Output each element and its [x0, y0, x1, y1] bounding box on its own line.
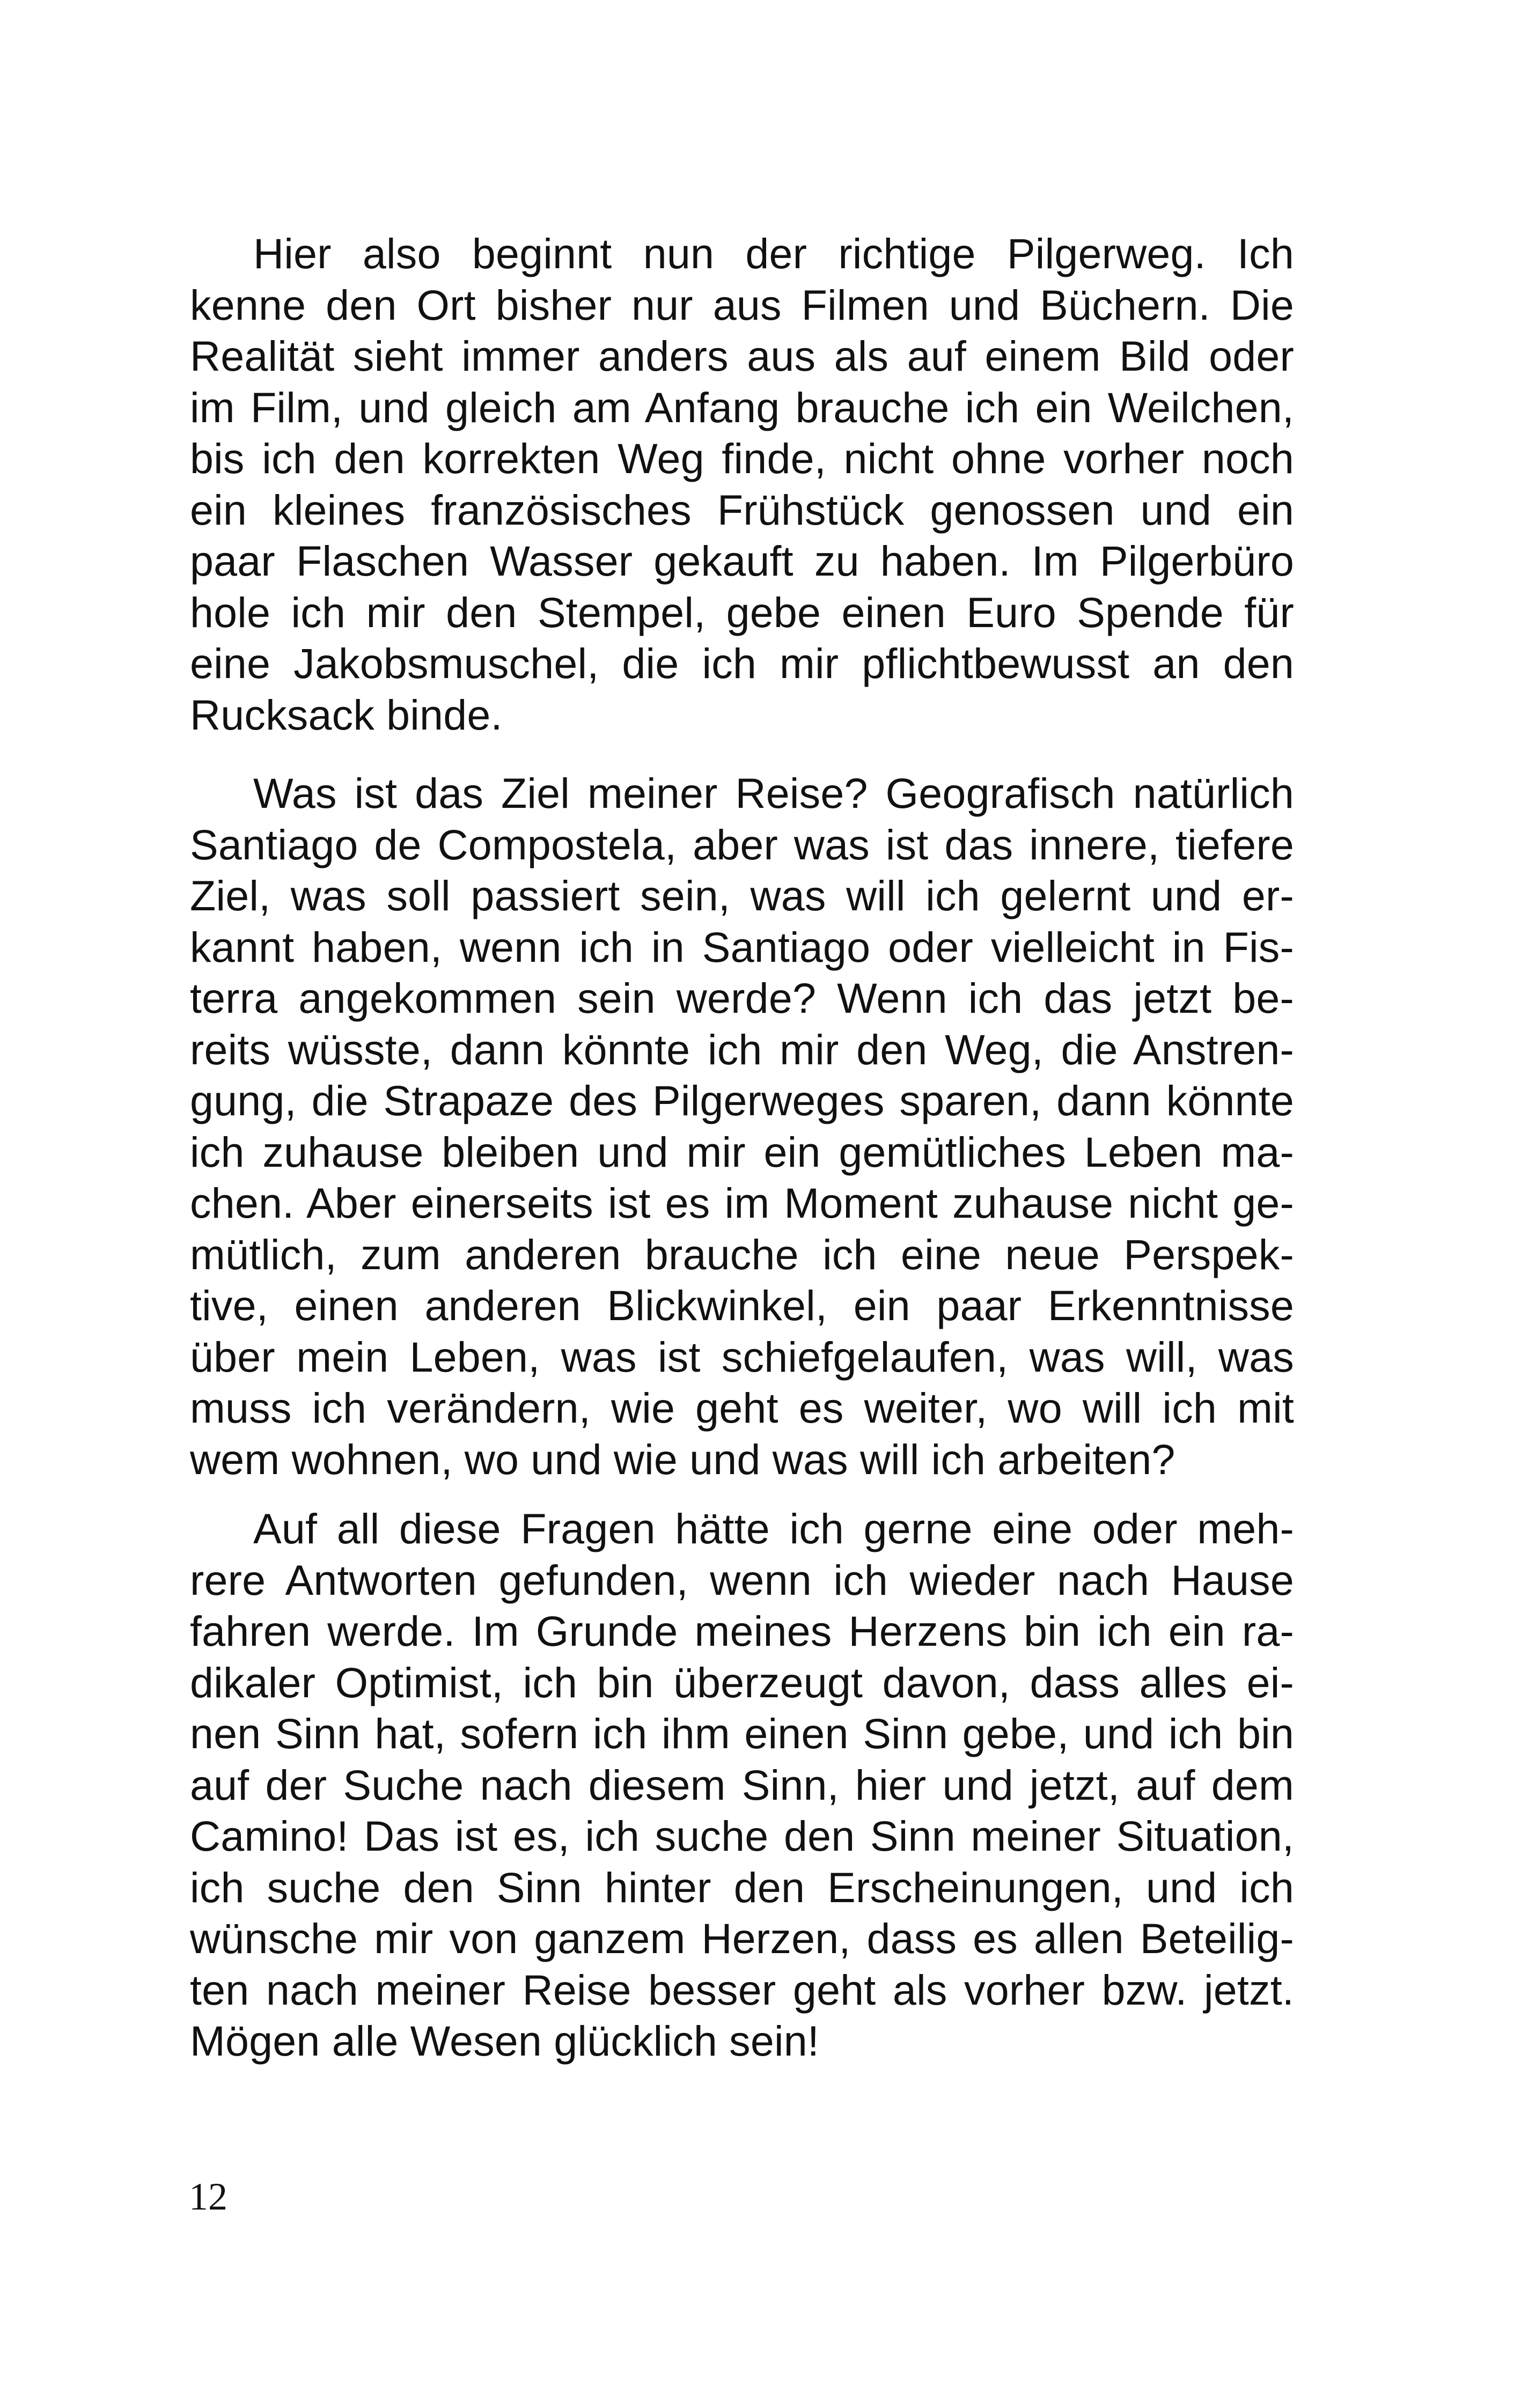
text-line: dikaler Optimist, ich bin überzeugt davon, dass alles ei-: [190, 1658, 1294, 1706]
text-line: tive, einen anderen Blickwinkel, ein paar Erkenntnisse: [190, 1282, 1294, 1329]
text-line: bis ich den korrekten Weg finde, nicht ohne vorher noch: [190, 435, 1294, 482]
text-line: paar Flaschen Wasser gekauft zu haben. Im Pilgerbüro: [190, 537, 1294, 585]
text-line: muss ich verändern, wie geht es weiter, wo will ich mit: [190, 1384, 1294, 1432]
text-line: Rucksack binde.: [190, 690, 503, 739]
text-line: kannt haben, wenn ich in Santiago oder vielleicht in Fis-: [190, 923, 1294, 971]
text-line: im Film, und gleich am Anfang brauche ich ein Weilchen,: [190, 383, 1294, 431]
text-line: fahren werde. Im Grunde meines Herzens bin ich ein ra-: [190, 1607, 1294, 1655]
paragraph-2: [190, 768, 1294, 1485]
text-line: nen Sinn hat, sofern ich ihm einen Sinn gebe, und ich bin: [190, 1710, 1294, 1757]
paragraph-1: [190, 228, 1294, 740]
text-line: Was ist das Ziel meiner Reise? Geografisch natürlich: [253, 769, 1294, 817]
text-line: mütlich, zum anderen brauche ich eine neue Perspek-: [190, 1230, 1294, 1278]
text-line: Mögen alle Wesen glücklich sein!: [190, 2017, 819, 2065]
text-line: Realität sieht immer anders aus als auf einem Bild oder: [190, 332, 1294, 380]
text-line: wünsche mir von ganzem Herzen, dass es allen Beteilig-: [190, 1914, 1294, 1962]
text-line: rere Antworten gefunden, wenn ich wieder nach Hause: [190, 1556, 1294, 1604]
text-line: wem wohnen, wo und wie und was will ich arbeiten?: [190, 1435, 1175, 1483]
page-number: 12: [189, 2175, 227, 2218]
text-line: ten nach meiner Reise besser geht als vorher bzw. jetzt.: [190, 1965, 1294, 2014]
text-line: terra angekommen sein werde? Wenn ich das jetzt be-: [190, 974, 1294, 1022]
text-line: hole ich mir den Stempel, gebe einen Euro Spende für: [190, 588, 1294, 636]
text-line: Camino! Das ist es, ich suche den Sinn meiner Situation,: [190, 1812, 1294, 1860]
text-line: Ziel, was soll passiert sein, was will ich gelernt und er-: [190, 872, 1294, 919]
text-line: Santiago de Compostela, aber was ist das innere, tiefere: [190, 820, 1294, 868]
text-line: ein kleines französisches Frühstück genossen und ein: [190, 485, 1294, 534]
text-line: kenne den Ort bisher nur aus Filmen und Büchern. Die: [190, 281, 1294, 329]
text-line: ich zuhause bleiben und mir ein gemütliches Leben ma-: [190, 1128, 1294, 1176]
text-line: reits wüsste, dann könnte ich mir den Weg, die Anstren-: [190, 1025, 1294, 1073]
text-line: ich suche den Sinn hinter den Erscheinungen, und ich: [190, 1863, 1294, 1911]
text-line: Auf all diese Fragen hätte ich gerne eine oder meh-: [253, 1505, 1294, 1552]
text-line: auf der Suche nach diesem Sinn, hier und jetzt, auf dem: [190, 1761, 1294, 1809]
text-line: eine Jakobsmuschel, die ich mir pflichtbewusst an den: [190, 639, 1294, 687]
text-line: chen. Aber einerseits ist es im Moment zuhause nicht ge-: [190, 1179, 1294, 1227]
text-line: gung, die Strapaze des Pilgerweges sparen, dann könnte: [190, 1077, 1294, 1124]
text-line: Hier also beginnt nun der richtige Pilgerweg. Ich: [253, 230, 1294, 277]
text-line: über mein Leben, was ist schiefgelaufen, was will, was: [190, 1332, 1294, 1381]
paragraph-3: [190, 1503, 1294, 2067]
